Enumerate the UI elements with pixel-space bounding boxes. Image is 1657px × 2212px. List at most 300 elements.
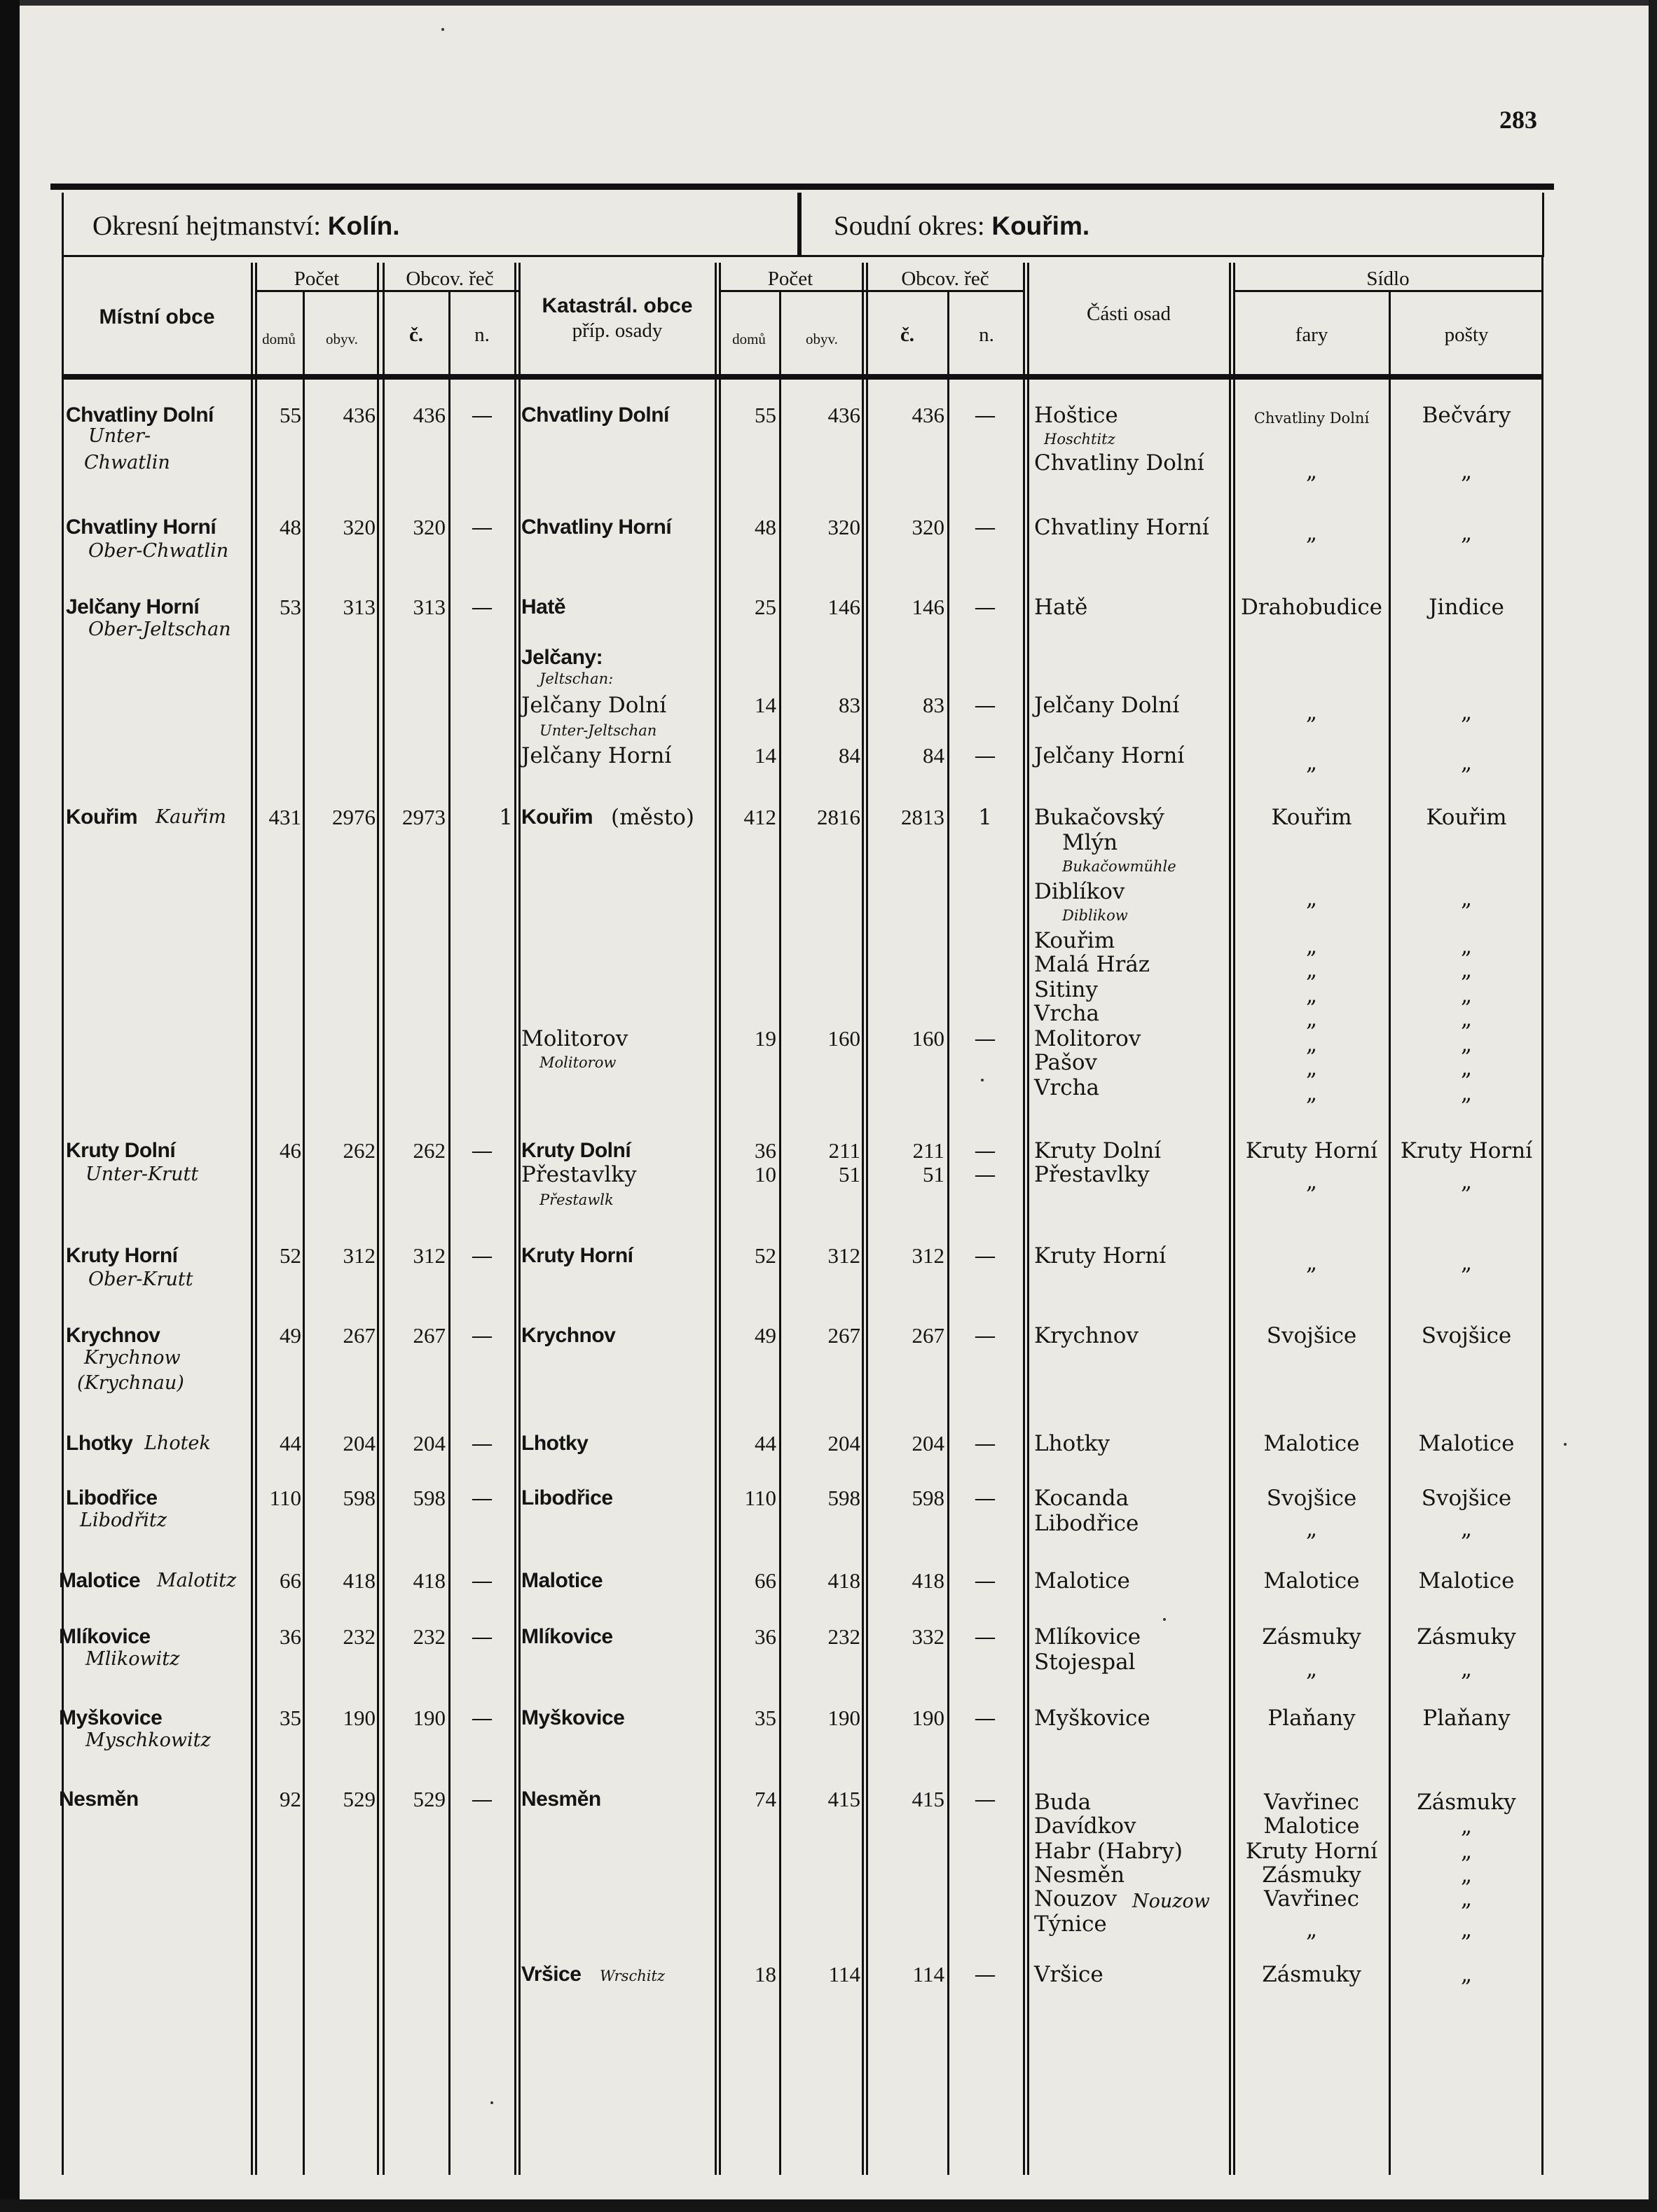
cell-r13-p5: Nouzov bbox=[1034, 1886, 1118, 1912]
cell-r4-f6: „ bbox=[1305, 1007, 1318, 1032]
col-obyv-2: obyv. bbox=[806, 331, 838, 347]
cell-r13-s6: „ bbox=[1460, 1917, 1473, 1942]
cell-r12-n: — bbox=[471, 1706, 493, 1731]
cell-r4-p6: Vrcha bbox=[1034, 1001, 1100, 1026]
cell-r11-kn: — bbox=[974, 1624, 996, 1650]
cell-r7-m2: Krychnow bbox=[84, 1347, 181, 1369]
cell-r12-s1: Plaňany bbox=[1422, 1706, 1511, 1731]
col-sidlo: Sídlo bbox=[1366, 268, 1410, 290]
cell-r6-m1: Kruty Horní bbox=[66, 1244, 178, 1267]
cell-r3-o: 313 bbox=[343, 595, 376, 619]
cell-r4-m1: Kouřim bbox=[66, 806, 137, 829]
cell-r8-kc: 204 bbox=[912, 1431, 944, 1456]
cell-r9-m2: Libodřitz bbox=[80, 1509, 167, 1531]
cell-r1-kc: 436 bbox=[912, 403, 944, 427]
cell-r2-kc: 320 bbox=[912, 515, 944, 539]
cell-r4-p3: Kouřim bbox=[1034, 928, 1115, 953]
cell-r1-s2: „ bbox=[1460, 459, 1473, 484]
cell-r11-d: 36 bbox=[280, 1624, 301, 1649]
cell-r9-o: 598 bbox=[343, 1486, 376, 1510]
col-pocet-2: Počet bbox=[767, 268, 813, 290]
cell-r13-f2: Malotice bbox=[1263, 1813, 1360, 1839]
cell-r2-o: 320 bbox=[343, 515, 376, 539]
cell-r4-f7: „ bbox=[1305, 1032, 1318, 1057]
col-obcov-rec-2: Obcov. řeč bbox=[901, 268, 989, 290]
cell-r5-k2n: — bbox=[974, 1162, 996, 1187]
cell-r4-kx: (město) bbox=[611, 805, 694, 830]
cell-r3-m2: Ober-Jeltschan bbox=[88, 618, 231, 640]
cell-r4-o: 2976 bbox=[332, 805, 376, 829]
cell-r1-p1: Hoštice bbox=[1034, 403, 1118, 428]
speck bbox=[441, 28, 444, 31]
cell-r6-s1: „ bbox=[1460, 1250, 1473, 1276]
scan-border-top bbox=[0, 0, 1657, 6]
cell-r4-kc: 2813 bbox=[901, 805, 944, 829]
cell-r4-kn: 1 bbox=[978, 805, 992, 830]
col-domu: domů bbox=[262, 331, 296, 347]
cell-r9-kc: 598 bbox=[912, 1486, 944, 1510]
cell-r6-m2: Ober-Krutt bbox=[88, 1269, 193, 1290]
cell-r9-kn: — bbox=[974, 1486, 996, 1511]
cell-r8-d: 44 bbox=[280, 1431, 301, 1456]
cell-r12-ko: 190 bbox=[827, 1706, 860, 1730]
cell-r13-kn: — bbox=[974, 1787, 996, 1812]
cell-r9-c: 598 bbox=[413, 1486, 446, 1510]
cell-r13-s7: „ bbox=[1460, 1962, 1473, 1987]
cell-r4-k2d: 19 bbox=[755, 1026, 776, 1051]
cell-r1-p2: Chvatliny Dolní bbox=[1034, 450, 1204, 476]
cell-r10-n: — bbox=[471, 1568, 493, 1594]
cell-r7-s1: Svojšice bbox=[1421, 1323, 1512, 1348]
cell-r4-s6: „ bbox=[1460, 1007, 1473, 1032]
cell-r4-n: 1 bbox=[499, 805, 513, 830]
cell-r6-n: — bbox=[471, 1243, 493, 1269]
scan-border-bottom bbox=[0, 2199, 1657, 2212]
cell-r7-d: 49 bbox=[280, 1323, 301, 1348]
cell-r1-s1: Bečváry bbox=[1422, 403, 1511, 428]
cell-r13-f1: Vavřinec bbox=[1264, 1790, 1359, 1815]
cell-r3-m1: Jelčany Horní bbox=[66, 595, 200, 618]
district-header-divider bbox=[797, 193, 802, 257]
cell-r11-ko: 232 bbox=[827, 1624, 860, 1649]
cell-r13-kc: 415 bbox=[912, 1787, 944, 1811]
cell-r12-kd: 35 bbox=[755, 1706, 776, 1730]
cell-r5-p2: Přestavlky bbox=[1034, 1162, 1150, 1187]
cell-r8-k: Lhotky bbox=[521, 1432, 589, 1455]
speck bbox=[981, 1079, 984, 1081]
cell-r4-m1g: Kauřim bbox=[156, 806, 226, 828]
cell-r5-k2g: Přestawlk bbox=[539, 1191, 614, 1208]
cell-r13-s3: „ bbox=[1460, 1839, 1473, 1864]
cell-r13-k: Nesměn bbox=[521, 1788, 601, 1811]
grid-line bbox=[1023, 263, 1025, 2175]
cell-r1-m1: Chvatliny Dolní bbox=[66, 403, 214, 427]
grid-line bbox=[303, 291, 305, 2175]
page-number: 283 bbox=[1499, 106, 1537, 134]
cell-r6-p1: Kruty Horní bbox=[1034, 1243, 1167, 1269]
grid-line bbox=[62, 257, 64, 2175]
cell-r13-p6: Týnice bbox=[1034, 1912, 1107, 1937]
cell-r1-f2: „ bbox=[1305, 459, 1318, 484]
cell-r9-ko: 598 bbox=[827, 1486, 860, 1510]
grid-line bbox=[518, 263, 521, 2175]
cell-r12-o: 190 bbox=[343, 1706, 376, 1730]
cell-r4-ko: 2816 bbox=[817, 805, 860, 829]
speck bbox=[1163, 1618, 1166, 1621]
cell-r5-s1: Kruty Horní bbox=[1400, 1138, 1533, 1163]
cell-r6-kd: 52 bbox=[755, 1243, 776, 1268]
cell-r7-kn: — bbox=[974, 1323, 996, 1348]
cell-r11-m1: Mlíkovice bbox=[59, 1625, 151, 1648]
cell-r11-p1: Mlíkovice bbox=[1034, 1624, 1141, 1650]
cell-r4-f5: „ bbox=[1305, 983, 1318, 1008]
cell-r3-p3: Jelčany Dolní bbox=[1034, 693, 1180, 718]
cell-r13-m1: Nesměn bbox=[59, 1788, 139, 1811]
cell-r13-f3: Kruty Horní bbox=[1245, 1839, 1378, 1864]
cell-r10-kn: — bbox=[974, 1568, 996, 1594]
grid-line bbox=[1389, 291, 1391, 2175]
col-domu-2: domů bbox=[732, 331, 766, 347]
cell-r1-p1g: Hoschtitz bbox=[1044, 431, 1115, 448]
cell-r1-m3: Chwatlin bbox=[84, 452, 170, 473]
cell-r12-kn: — bbox=[974, 1706, 996, 1731]
cell-r11-o: 232 bbox=[343, 1624, 376, 1649]
cell-r11-c: 232 bbox=[413, 1624, 446, 1649]
cell-r13-k2: Vršice bbox=[521, 1963, 582, 1986]
cell-r11-k: Mlíkovice bbox=[521, 1625, 613, 1648]
cell-r1-c: 436 bbox=[413, 403, 446, 427]
cell-r13-f5: Vavřinec bbox=[1264, 1886, 1359, 1912]
cell-r13-c: 529 bbox=[413, 1787, 446, 1811]
cell-r7-p1: Krychnov bbox=[1034, 1323, 1139, 1348]
cell-r10-kc: 418 bbox=[912, 1568, 944, 1593]
cell-r7-m3: (Krychnau) bbox=[77, 1372, 184, 1394]
cell-r13-k2c: 114 bbox=[912, 1962, 944, 1986]
cell-r4-f9: „ bbox=[1305, 1081, 1318, 1106]
cell-r3-f1: Drahobudice bbox=[1240, 595, 1383, 620]
cell-r13-k2g: Wrschitz bbox=[600, 1968, 665, 1984]
cell-r2-s1: „ bbox=[1460, 520, 1473, 546]
cell-r4-p4: Malá Hráz bbox=[1034, 952, 1150, 977]
cell-r4-k2: Molitorov bbox=[521, 1026, 628, 1051]
cell-r7-o: 267 bbox=[343, 1323, 376, 1348]
cell-r4-p8: Pašov bbox=[1034, 1050, 1098, 1075]
cell-r3-k2: Jelčany: bbox=[521, 646, 603, 669]
cell-r8-f1: Malotice bbox=[1263, 1431, 1360, 1456]
cell-r4-s8: „ bbox=[1460, 1056, 1473, 1081]
cell-r3-k: Hatě bbox=[521, 595, 566, 618]
cell-r9-d: 110 bbox=[269, 1486, 301, 1510]
cell-r11-f1: Zásmuky bbox=[1262, 1624, 1361, 1650]
grid-line bbox=[862, 263, 864, 2175]
cell-r1-ko: 436 bbox=[827, 403, 860, 427]
cell-r12-m1: Myškovice bbox=[59, 1706, 163, 1729]
cell-r7-ko: 267 bbox=[827, 1323, 860, 1348]
cell-r4-s2: „ bbox=[1460, 886, 1473, 911]
cell-r9-s1: Svojšice bbox=[1421, 1486, 1512, 1511]
cell-r13-kd: 74 bbox=[755, 1787, 776, 1811]
cell-r2-kd: 48 bbox=[755, 515, 776, 539]
cell-r8-m1: Lhotky bbox=[66, 1432, 133, 1455]
cell-r4-f4: „ bbox=[1305, 958, 1318, 983]
cell-r5-kd: 36 bbox=[755, 1138, 776, 1163]
cell-r3-f4: „ bbox=[1305, 750, 1318, 775]
cell-r6-f1: „ bbox=[1305, 1250, 1318, 1276]
cell-r10-p1: Malotice bbox=[1034, 1568, 1130, 1594]
col-katastr2: příp. osady bbox=[572, 319, 663, 342]
speck bbox=[1564, 1443, 1567, 1446]
cell-r13-f4: Zásmuky bbox=[1262, 1862, 1361, 1888]
cell-r4-f8: „ bbox=[1305, 1056, 1318, 1081]
cell-r10-c: 418 bbox=[413, 1568, 446, 1593]
cell-r13-p3: Habr (Habry) bbox=[1034, 1839, 1183, 1864]
cell-r4-k2n: — bbox=[974, 1026, 996, 1051]
cell-r2-ko: 320 bbox=[827, 515, 860, 539]
cell-r3-p1: Hatě bbox=[1034, 595, 1088, 620]
cell-r11-f2: „ bbox=[1305, 1657, 1318, 1682]
cell-r4-k2c: 160 bbox=[912, 1026, 944, 1051]
cell-r4-f1: Kouřim bbox=[1271, 805, 1352, 830]
cell-r13-k2d: 18 bbox=[755, 1962, 776, 1986]
cell-r2-k: Chvatliny Horní bbox=[521, 516, 672, 539]
cell-r2-kn: — bbox=[974, 515, 996, 540]
cell-r8-kn: — bbox=[974, 1431, 996, 1456]
cell-r4-p2: Diblíkov bbox=[1034, 879, 1125, 904]
cell-r4-d: 431 bbox=[268, 805, 301, 829]
cell-r9-f2: „ bbox=[1305, 1516, 1318, 1542]
cell-r13-p5g: Nouzow bbox=[1132, 1890, 1210, 1912]
cell-r4-k2o: 160 bbox=[827, 1026, 860, 1051]
cell-r1-m2: Unter- bbox=[88, 425, 151, 447]
col-katastr: Katastrál. obce bbox=[542, 294, 693, 317]
cell-r3-f3: „ bbox=[1305, 700, 1318, 725]
court-district-label: Soudní okres: Kouřim. bbox=[834, 211, 1090, 241]
cell-r10-m1: Malotice bbox=[59, 1569, 141, 1592]
cell-r3-s1: Jindice bbox=[1429, 595, 1504, 620]
cell-r3-k4c: 84 bbox=[923, 743, 944, 768]
cell-r2-m2: Ober-Chwatlin bbox=[88, 540, 229, 562]
cell-r5-d: 46 bbox=[280, 1138, 301, 1163]
cell-r8-n: — bbox=[471, 1431, 493, 1456]
cell-r7-f1: Svojšice bbox=[1266, 1323, 1357, 1348]
cell-r5-k2o: 51 bbox=[839, 1162, 860, 1187]
grid-line bbox=[1541, 257, 1543, 2175]
grid-line bbox=[383, 263, 385, 2175]
cell-r3-k3d: 14 bbox=[755, 693, 776, 717]
cell-r6-c: 312 bbox=[413, 1243, 446, 1268]
cell-r3-d: 53 bbox=[280, 595, 301, 619]
cell-r13-k2n: — bbox=[974, 1962, 996, 1987]
cell-r7-kc: 267 bbox=[912, 1323, 944, 1348]
cell-r3-k3: Jelčany Dolní bbox=[521, 693, 667, 718]
district-label: Okresní hejtmanství: Kolín. bbox=[92, 211, 400, 241]
cell-r3-kc: 146 bbox=[912, 595, 944, 619]
cell-r5-f1: Kruty Horní bbox=[1245, 1138, 1378, 1163]
cell-r5-s2: „ bbox=[1460, 1169, 1473, 1194]
cell-r4-p1b: Mlýn bbox=[1062, 830, 1118, 855]
col-obcov-rec: Obcov. řeč bbox=[406, 268, 494, 290]
cell-r5-kn: — bbox=[974, 1138, 996, 1163]
col-pocet: Počet bbox=[294, 268, 340, 290]
cell-r12-kc: 190 bbox=[912, 1706, 944, 1730]
cell-r3-p4: Jelčany Horní bbox=[1034, 743, 1185, 768]
cell-r6-k: Kruty Horní bbox=[521, 1244, 633, 1267]
cell-r1-o: 436 bbox=[343, 403, 376, 427]
cell-r10-s1: Malotice bbox=[1418, 1568, 1515, 1594]
cell-r8-c: 204 bbox=[413, 1431, 446, 1456]
cell-r7-m1: Krychnov bbox=[66, 1324, 160, 1347]
cell-r3-k4n: — bbox=[974, 743, 996, 768]
cell-r7-k: Krychnov bbox=[521, 1324, 616, 1347]
cell-r2-d: 48 bbox=[280, 515, 301, 539]
cell-r3-kd: 25 bbox=[755, 595, 776, 619]
cell-r3-k4o: 84 bbox=[839, 743, 860, 768]
col-posty: pošty bbox=[1444, 324, 1489, 346]
col-obyv: obyv. bbox=[326, 331, 358, 347]
cell-r4-c: 2973 bbox=[402, 805, 446, 829]
col-n-2: n. bbox=[979, 324, 994, 346]
cell-r5-ko: 211 bbox=[828, 1138, 860, 1163]
cell-r8-m1g: Lhotek bbox=[144, 1432, 211, 1454]
cell-r4-kd: 412 bbox=[743, 805, 776, 829]
col-fary: fary bbox=[1295, 324, 1328, 346]
grid-line bbox=[448, 291, 451, 2175]
col-casti-osad: Části osad bbox=[1086, 303, 1171, 325]
cell-r2-p1: Chvatliny Horní bbox=[1034, 515, 1209, 540]
cell-r3-kn: — bbox=[974, 595, 996, 620]
cell-r3-k3g: Unter-Jeltschan bbox=[539, 722, 657, 739]
cell-r12-f1: Plaňany bbox=[1267, 1706, 1356, 1731]
cell-r12-m2: Myschkowitz bbox=[85, 1729, 211, 1751]
cell-r10-o: 418 bbox=[343, 1568, 376, 1593]
cell-r12-p1: Myškovice bbox=[1034, 1706, 1150, 1731]
grid-line bbox=[1027, 263, 1029, 2175]
cell-r11-s2: „ bbox=[1460, 1657, 1473, 1682]
cell-r13-s1: Zásmuky bbox=[1417, 1790, 1516, 1815]
header-bottom-rule bbox=[62, 374, 1541, 380]
cell-r13-s4: „ bbox=[1460, 1862, 1473, 1888]
cell-r6-kc: 312 bbox=[912, 1243, 944, 1268]
cell-r6-ko: 312 bbox=[827, 1243, 860, 1268]
cell-r13-f6: „ bbox=[1305, 1917, 1318, 1942]
grid-line bbox=[719, 263, 721, 2175]
cell-r10-f1: Malotice bbox=[1263, 1568, 1360, 1594]
cell-r4-s9: „ bbox=[1460, 1081, 1473, 1106]
cell-r5-k2d: 10 bbox=[755, 1162, 776, 1187]
cell-r13-p2: Davídkov bbox=[1034, 1813, 1136, 1839]
cell-r3-k2g: Jeltschan: bbox=[539, 670, 614, 687]
cell-r3-k3c: 83 bbox=[923, 693, 944, 717]
cell-r3-n: — bbox=[471, 595, 493, 620]
col-c: č. bbox=[408, 324, 424, 346]
col-n: n. bbox=[474, 324, 490, 346]
grid-line bbox=[779, 291, 781, 2175]
top-rule bbox=[50, 184, 1554, 190]
cell-r8-s1: Malotice bbox=[1418, 1431, 1515, 1456]
cell-r11-m2: Mlikowitz bbox=[85, 1648, 180, 1670]
cell-r13-s5: „ bbox=[1460, 1886, 1473, 1912]
cell-r5-k2: Přestavlky bbox=[521, 1162, 637, 1187]
cell-r9-k: Libodřice bbox=[521, 1486, 613, 1509]
col-mistni-obce: Místní obce bbox=[99, 305, 215, 329]
cell-r4-s7: „ bbox=[1460, 1032, 1473, 1057]
cell-r1-f1: Chvatliny Dolní bbox=[1253, 410, 1370, 427]
cell-r9-n: — bbox=[471, 1486, 493, 1511]
cell-r2-f1: „ bbox=[1305, 520, 1318, 546]
cell-r9-p1: Kocanda bbox=[1034, 1486, 1129, 1511]
col-c-2: č. bbox=[900, 324, 915, 346]
cell-r1-d: 55 bbox=[280, 403, 301, 427]
scan-border-right bbox=[1649, 0, 1657, 2212]
cell-r4-k2g: Molitorow bbox=[539, 1054, 617, 1071]
cell-r13-n: — bbox=[471, 1787, 493, 1812]
cell-r4-s5: „ bbox=[1460, 983, 1473, 1008]
cell-r5-n: — bbox=[471, 1138, 493, 1163]
cell-r4-s4: „ bbox=[1460, 958, 1473, 983]
cell-r10-k: Malotice bbox=[521, 1569, 603, 1592]
cell-r11-n: — bbox=[471, 1624, 493, 1650]
cell-r11-s1: Zásmuky bbox=[1417, 1624, 1516, 1650]
cell-r13-s2: „ bbox=[1460, 1813, 1473, 1839]
cell-r10-m1g: Malotitz bbox=[157, 1570, 237, 1591]
cell-r13-o: 529 bbox=[343, 1787, 376, 1811]
cell-r4-s1: Kouřim bbox=[1426, 805, 1507, 830]
cell-r10-kd: 66 bbox=[755, 1568, 776, 1593]
cell-r10-d: 66 bbox=[280, 1568, 301, 1593]
cell-r3-s3: „ bbox=[1460, 700, 1473, 725]
scan-border-left bbox=[0, 0, 20, 2212]
grid-line bbox=[377, 263, 379, 2175]
cell-r13-p4: Nesměn bbox=[1034, 1862, 1125, 1888]
cell-r3-k4: Jelčany Horní bbox=[521, 743, 672, 768]
cell-r4-p9: Vrcha bbox=[1034, 1075, 1100, 1100]
cell-r13-p7: Vršice bbox=[1034, 1962, 1103, 1987]
cell-r2-c: 320 bbox=[413, 515, 446, 539]
cell-r9-kd: 110 bbox=[744, 1486, 776, 1510]
cell-r6-d: 52 bbox=[280, 1243, 301, 1268]
cell-r4-p5: Sitiny bbox=[1034, 977, 1099, 1002]
cell-r5-m2: Unter-Krutt bbox=[85, 1163, 199, 1185]
cell-r5-m1: Kruty Dolní bbox=[66, 1139, 176, 1162]
cell-r4-p7: Molitorov bbox=[1034, 1026, 1141, 1051]
cell-r3-k3n: — bbox=[974, 693, 996, 718]
cell-r1-kd: 55 bbox=[755, 403, 776, 427]
cell-r4-k: Kouřim bbox=[521, 806, 593, 829]
cell-r11-kd: 36 bbox=[755, 1624, 776, 1649]
cell-r1-n: — bbox=[471, 403, 493, 428]
cell-r7-n: — bbox=[471, 1323, 493, 1348]
cell-r5-o: 262 bbox=[343, 1138, 376, 1163]
cell-r3-ko: 146 bbox=[827, 595, 860, 619]
cell-r7-c: 267 bbox=[413, 1323, 446, 1348]
grid-line bbox=[514, 263, 516, 2175]
cell-r12-c: 190 bbox=[413, 1706, 446, 1730]
cell-r13-d: 92 bbox=[280, 1787, 301, 1811]
cell-r9-m1: Libodřice bbox=[66, 1486, 158, 1509]
cell-r5-p1: Kruty Dolní bbox=[1034, 1138, 1162, 1163]
cell-r13-k2o: 114 bbox=[828, 1962, 860, 1986]
cell-r5-f2: „ bbox=[1305, 1169, 1318, 1194]
cell-r8-o: 204 bbox=[343, 1431, 376, 1456]
cell-r9-f1: Svojšice bbox=[1266, 1486, 1357, 1511]
cell-r3-c: 313 bbox=[413, 595, 446, 619]
cell-r4-p1: Bukačovský bbox=[1034, 805, 1164, 830]
cell-r3-s4: „ bbox=[1460, 750, 1473, 775]
cell-r6-kn: — bbox=[974, 1243, 996, 1269]
cell-r8-p1: Lhotky bbox=[1034, 1431, 1110, 1456]
cell-r12-d: 35 bbox=[280, 1706, 301, 1730]
cell-r9-s2: „ bbox=[1460, 1516, 1473, 1542]
